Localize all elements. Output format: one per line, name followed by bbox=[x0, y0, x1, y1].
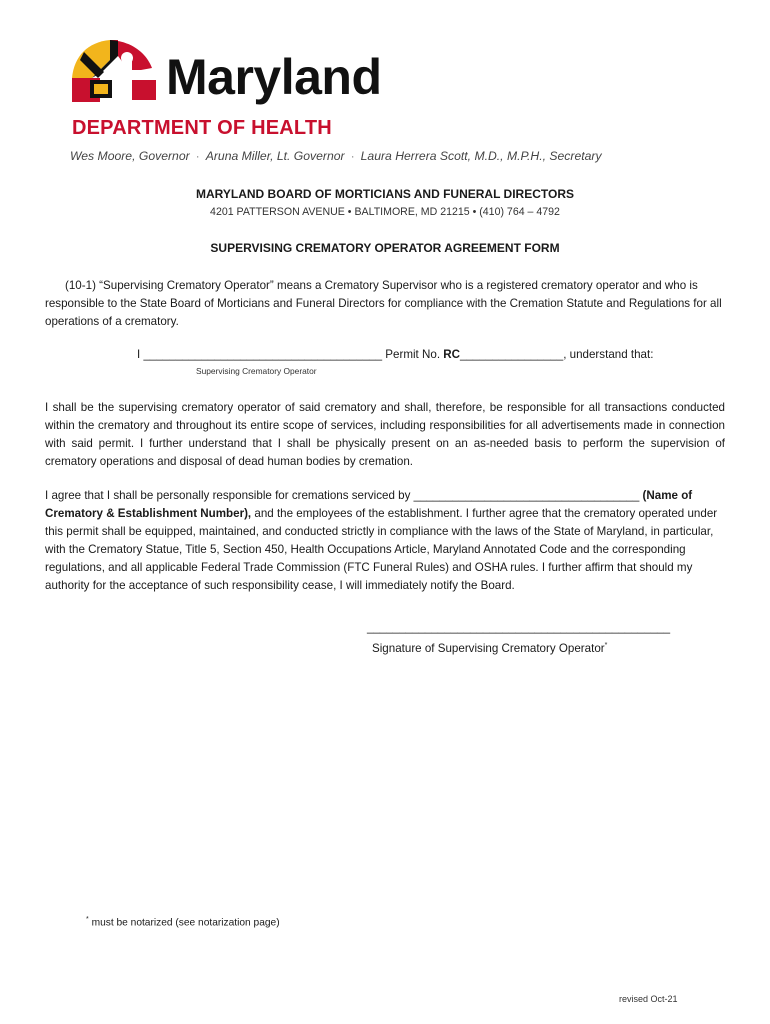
operator-name-field[interactable]: _____________________________________ bbox=[143, 348, 383, 361]
agreement-start: I agree that I shall be personally responsible for cremations serviced by bbox=[45, 489, 414, 502]
agreement-rest: and the employees of the establishment. I further agree that the crematory operated under this permit shall be equipped, maintained, and conducted strictly in compliance with the laws of the State of Maryland, in particular, with the Crematory Statue, Title 5, Section 450, Health Occupations Article, Maryland Annotated Code and the corresponding regulations, and all applicable Federal Trade Commission (FTC Funeral Rules) and OSHA rules. I further affirm that should my authority for the acceptance of such responsibility cease, I will immediately notify the Board. bbox=[45, 507, 718, 592]
board-name: MARYLAND BOARD OF MORTICIANS AND FUNERAL DIRECTORS bbox=[196, 187, 574, 201]
footnote-marker: * bbox=[86, 916, 89, 923]
definition-paragraph bbox=[45, 277, 725, 331]
footnote-text: must be notarized (see notarization page) bbox=[91, 917, 280, 929]
maryland-wordmark: Maryland bbox=[166, 49, 382, 105]
crematory-field-label: (Name of Crematory & Establishment Number), bbox=[45, 489, 693, 520]
crematory-name-field[interactable]: ___________________________________ bbox=[413, 489, 640, 502]
signature-field[interactable]: _______________________________________________ bbox=[367, 621, 671, 634]
separator: · bbox=[195, 149, 200, 163]
definition-text: (10-1) “Supervising Crematory Operator” means a Crematory Supervisor who is a registered crematory operator and who is responsible to the State Board of Morticians and Funeral Directors for compliance with the Cremation Statute and Regulations for all operations of a crematory. bbox=[45, 279, 722, 328]
permit-label: Permit No. bbox=[385, 348, 441, 361]
footnote bbox=[86, 916, 280, 928]
responsibility-paragraph: I shall be the supervising crematory operator of said crematory and shall, therefore, be responsible for all transactions conducted within the crematory and throughout its entire scope of services, including responsibilities for all advertisements made in connection with said permit. I further understand that I shall be physically present on an as-needed basis to perform the supervision of crematory operations and disposal of dead human bodies by cremation. bbox=[45, 401, 725, 468]
agreement-paragraph bbox=[45, 487, 725, 595]
operator-permit-line bbox=[137, 348, 653, 361]
signature-label bbox=[372, 642, 607, 655]
i-prefix: I bbox=[137, 348, 141, 361]
revision-date: revised Oct-21 bbox=[619, 994, 678, 1004]
department-name: DEPARTMENT OF HEALTH bbox=[72, 117, 332, 139]
maryland-flag-logo bbox=[70, 38, 160, 104]
understand-text: , understand that: bbox=[563, 348, 654, 361]
separator: · bbox=[350, 149, 355, 163]
signature-label-text: Signature of Supervising Crematory Operator bbox=[372, 642, 605, 655]
board-address: 4201 PATTERSON AVENUE • BALTIMORE, MD 21215 • (410) 764 – 4792 bbox=[210, 206, 560, 218]
permit-number-field[interactable]: ________________ bbox=[460, 348, 564, 361]
footnote-marker: * bbox=[604, 642, 608, 650]
operator-name-sublabel: Supervising Crematory Operator bbox=[196, 366, 317, 376]
lt-governor: Aruna Miller, Lt. Governor bbox=[205, 149, 345, 163]
governor: Wes Moore, Governor bbox=[70, 149, 190, 163]
secretary: Laura Herrera Scott, M.D., M.P.H., Secretary bbox=[360, 149, 602, 163]
form-title: SUPERVISING CREMATORY OPERATOR AGREEMENT FORM bbox=[210, 241, 560, 255]
permit-prefix: RC bbox=[443, 348, 461, 361]
officials-line bbox=[70, 149, 602, 163]
